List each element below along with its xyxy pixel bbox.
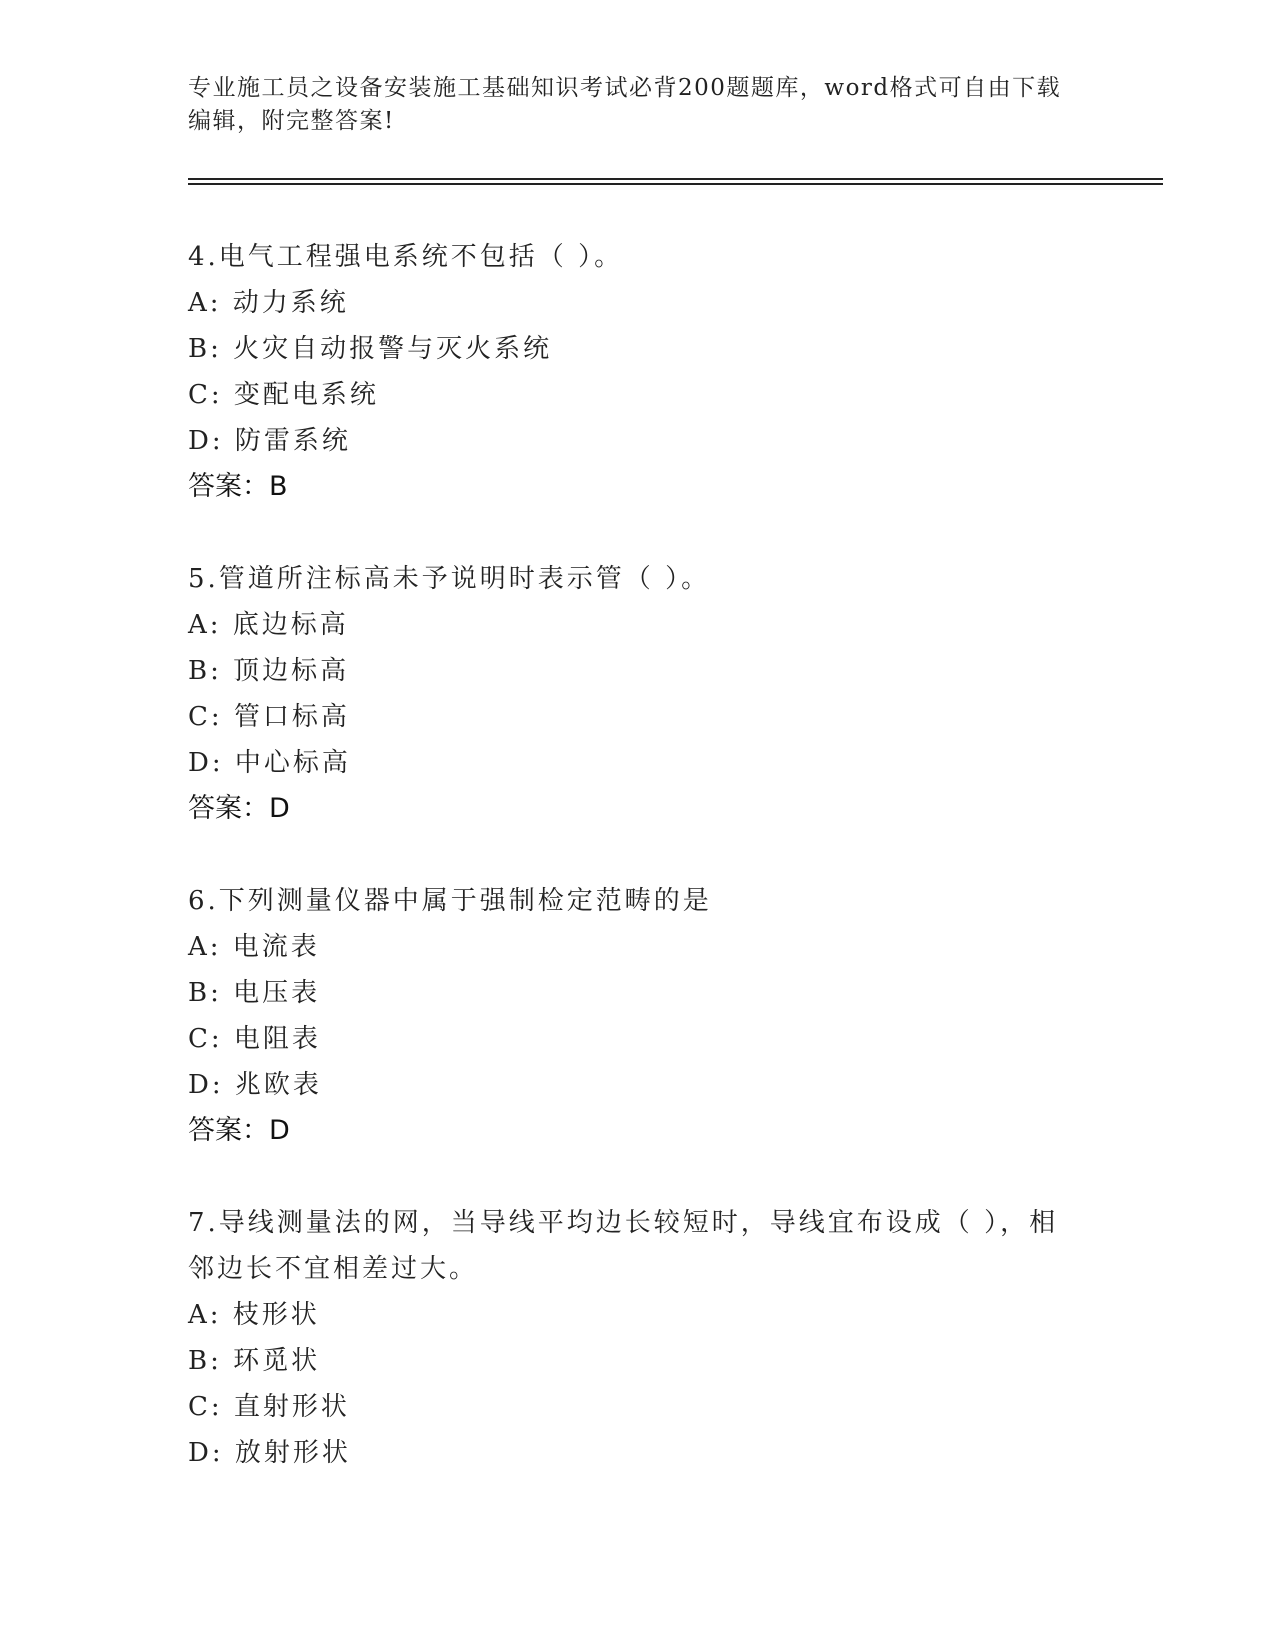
answer: 答案：D [188,793,290,824]
header-divider-top [188,178,1163,180]
header-divider-bottom [188,183,1163,185]
option-a: A: 动力系统 [188,288,349,318]
question-stem-line1: 7.导线测量法的网，当导线平均边长较短时，导线宜布设成（ ），相 [188,1208,1059,1238]
question-stem: 5.管道所注标高未予说明时表示管（ ）。 [188,564,711,594]
option-a: A: 枝形状 [188,1300,320,1330]
option-c: C: 变配电系统 [188,380,379,410]
option-b: B: 电压表 [188,978,321,1008]
document-header [188,72,1088,138]
option-d: D: 兆欧表 [188,1070,322,1100]
option-c: C: 电阻表 [188,1024,321,1054]
header-title-line1: 专业施工员之设备安装施工基础知识考试必背200题题库，word格式可自由下载 [188,75,1062,101]
question-stem-line2: 邻边长不宜相差过大。 [188,1254,479,1284]
option-c: C: 直射形状 [188,1392,350,1422]
question-5 [188,556,1088,832]
question-stem: 4.电气工程强电系统不包括（ ）。 [188,242,624,272]
option-d: D: 放射形状 [188,1438,351,1468]
header-title-line2: 编辑，附完整答案! [188,108,395,134]
option-a: A: 底边标高 [188,610,349,640]
option-d: D: 防雷系统 [188,426,351,456]
answer: 答案：B [188,471,288,502]
question-stem: 6.下列测量仪器中属于强制检定范畴的是 [188,886,712,916]
option-a: A: 电流表 [188,932,320,962]
option-b: B: 顶边标高 [188,656,350,686]
option-c: C: 管口标高 [188,702,350,732]
answer: 答案：D [188,1115,290,1146]
option-d: D: 中心标高 [188,748,351,778]
question-4 [188,234,1088,510]
option-b: B: 环觅状 [188,1346,321,1376]
option-b: B: 火灾自动报警与灭火系统 [188,334,553,364]
question-7 [188,1200,1088,1476]
question-6 [188,878,1088,1154]
